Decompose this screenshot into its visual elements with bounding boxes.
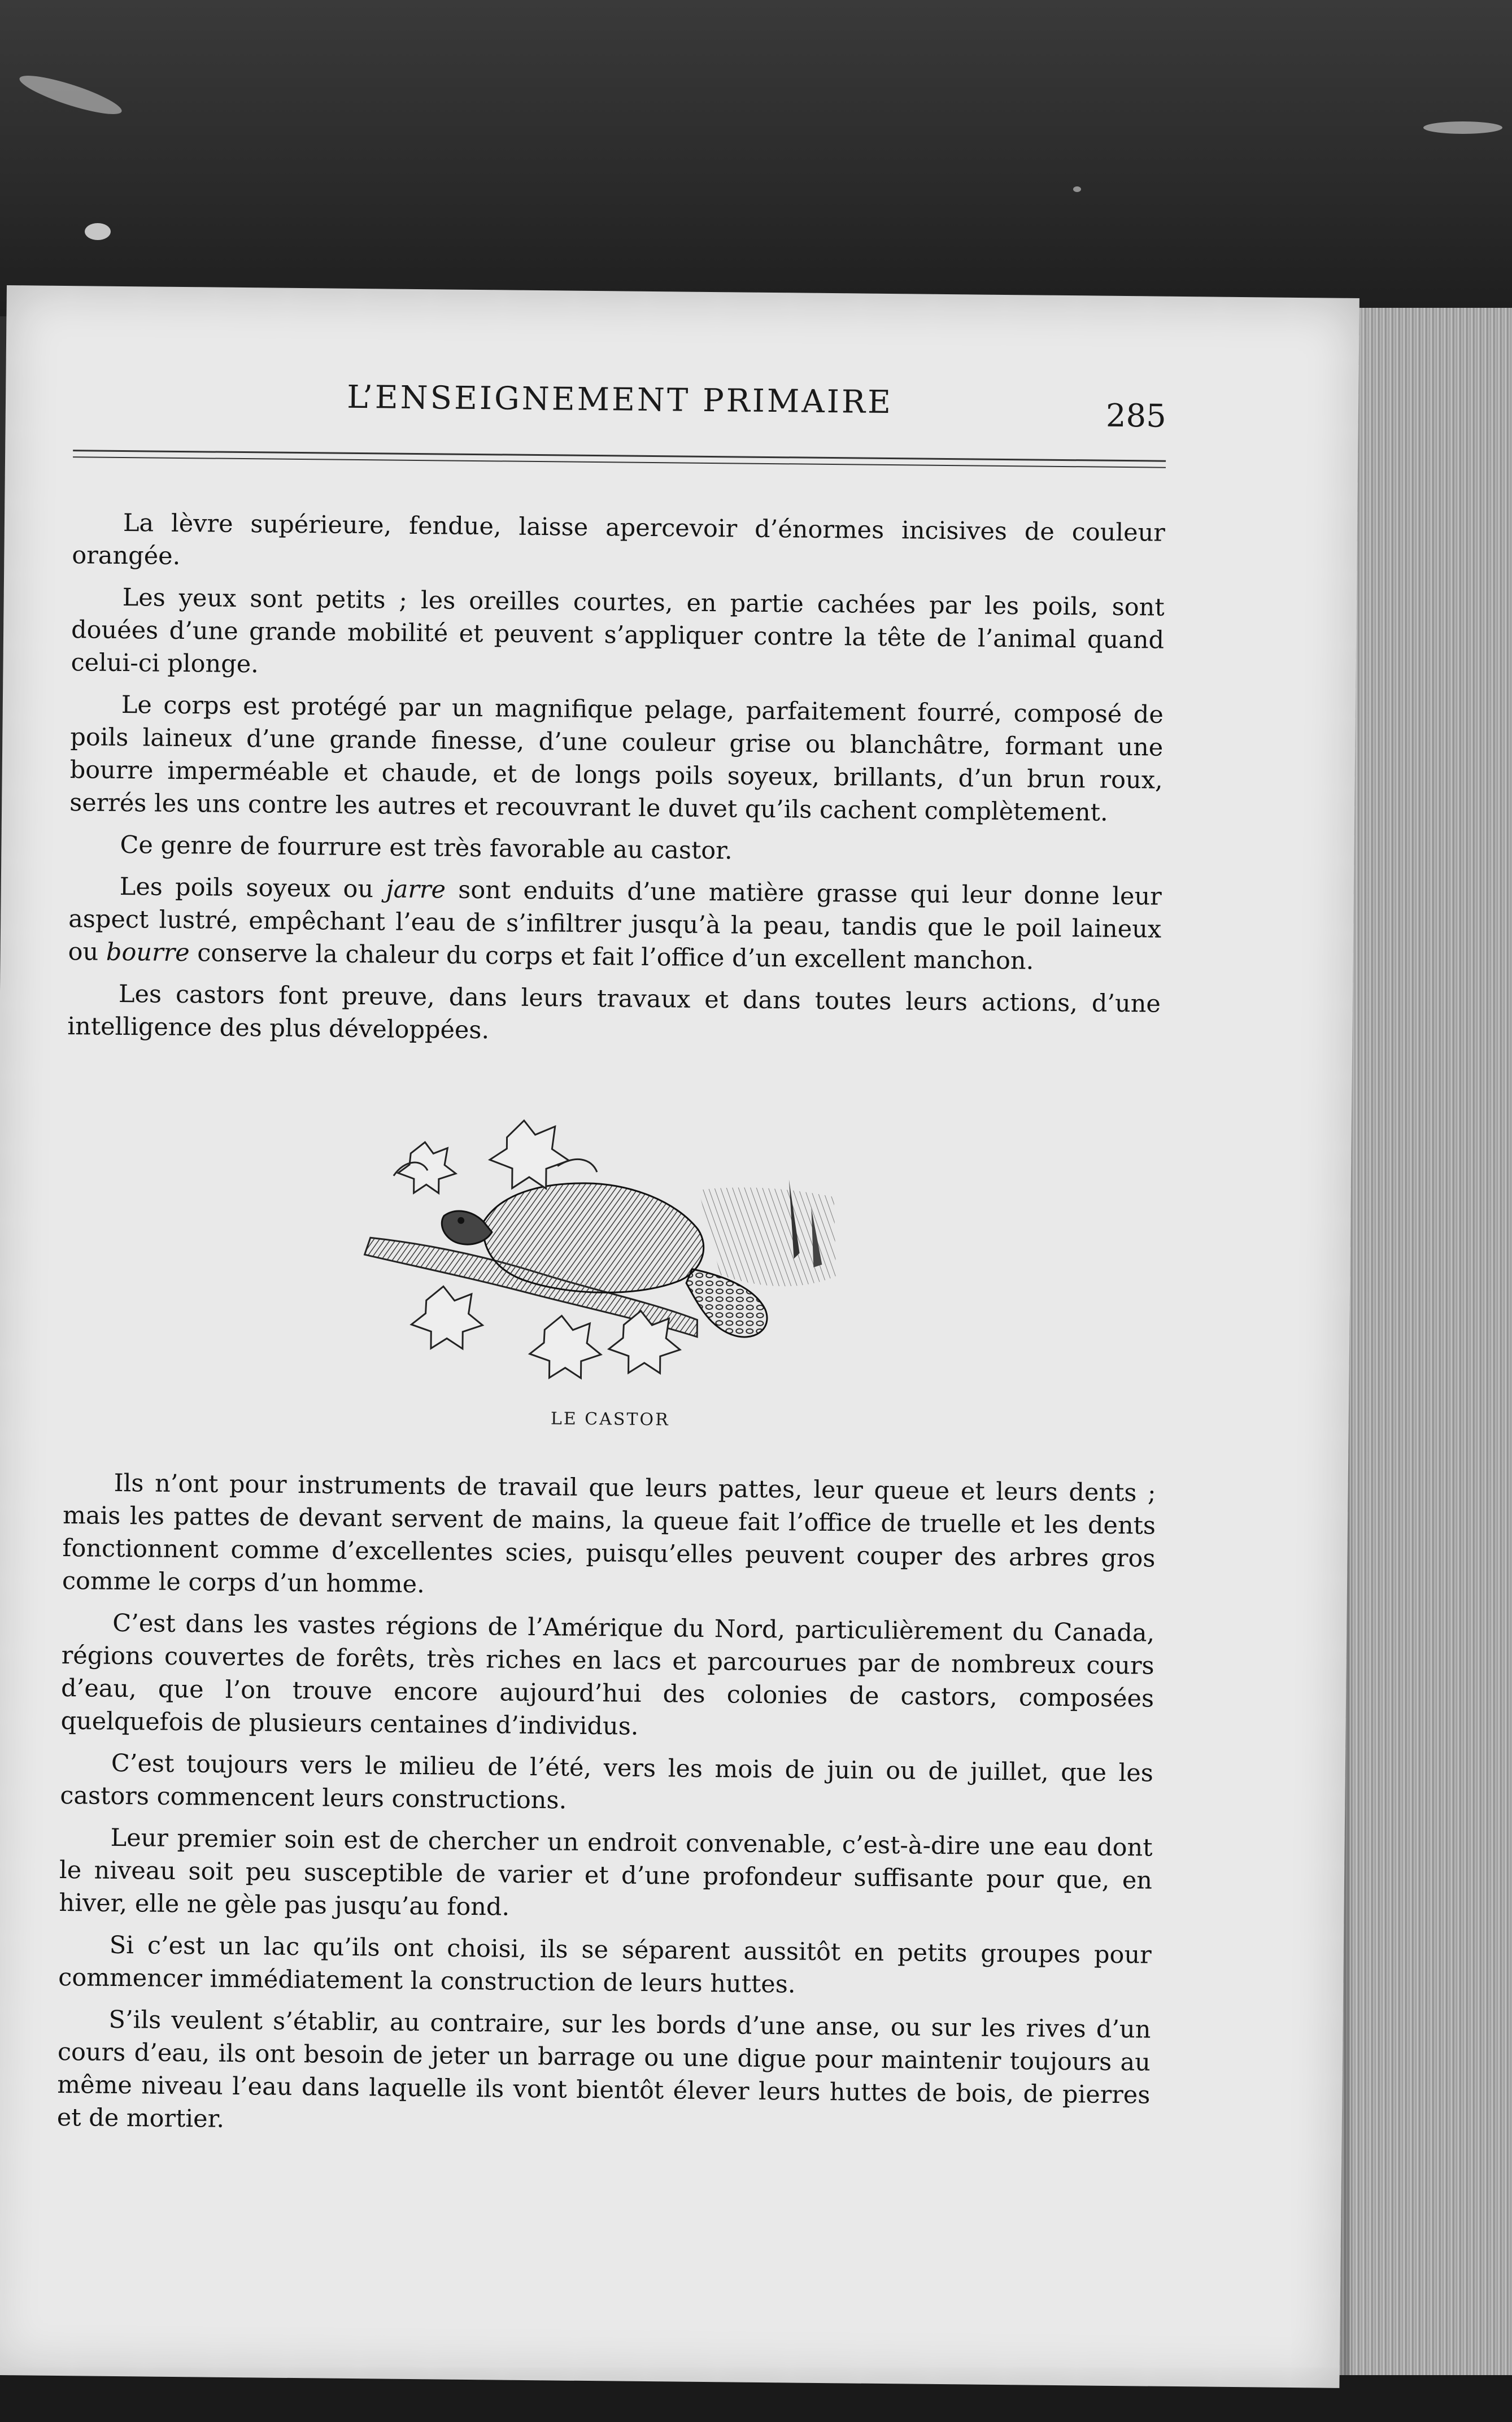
book-page-edges bbox=[1333, 308, 1512, 2375]
scan-artifact bbox=[85, 223, 111, 240]
paragraph-text: conserve la chaleur du corps et fait l’office d’un excellent manchon. bbox=[189, 939, 1034, 975]
paragraph-text: sont enduits d’une matière grasse qui leur donne leur aspect lustré, empêchant l’eau de s’infiltrer jusqu’à la peau, tandis que le poil laineux ou bbox=[68, 875, 1162, 966]
scan-artifact bbox=[1423, 121, 1502, 134]
paragraph bbox=[68, 870, 1162, 979]
paragraph: Ce genre de fourrure est très favorable au castor. bbox=[120, 830, 733, 865]
beaver-illustration bbox=[358, 1102, 846, 1400]
paragraph: Les castors font preuve, dans leurs travaux et dans toutes leurs actions, d’une intelligence des plus développées. bbox=[67, 979, 1161, 1045]
body-text-top bbox=[67, 506, 1165, 1062]
scanner-backdrop bbox=[0, 0, 1512, 316]
paragraph: Le corps est protégé par un magnifique pelage, parfaitement fourré, composé de poils laineux d’une grande finesse, d’une couleur grise ou blanchâtre, formant une bourre imperméable et chaude, et de longs poils soyeux, brillants, d’un brun roux, serrés les uns contre les autres et recouvrant le duvet qu’ils cachent complètement. bbox=[69, 690, 1164, 827]
paragraph: Ils n’ont pour instruments de travail que leurs pattes, leur queue et leurs dents ; mais les pattes de devant servent de mains, la queue fait l’office de truelle et les dents fonctionnent comme d’excellentes scies, puisqu’elles peuvent couper des arbres gros comme le corps d’un homme. bbox=[62, 1469, 1156, 1599]
header-rule bbox=[73, 450, 1166, 462]
page-header bbox=[73, 371, 1167, 435]
running-title: L’ENSEIGNEMENT PRIMAIRE bbox=[346, 378, 894, 421]
figure-caption: LE CASTOR bbox=[550, 1409, 670, 1430]
page-number: 285 bbox=[1105, 397, 1167, 435]
paragraph: S’ils veulent s’établir, au contraire, sur les bords d’une anse, ou sur les rives d’un cours d’eau, ils ont besoin de jeter un barrage ou une digue pour maintenir toujours au même niveau l’eau dans laquelle ils vont bientôt élever leurs huttes de bois, de pierres et de mortier. bbox=[56, 2005, 1151, 2133]
paragraph: La lèvre supérieure, fendue, laisse apercevoir d’énormes incisives de couleur orangée. bbox=[72, 508, 1166, 570]
scan-artifact bbox=[1073, 186, 1081, 192]
paragraph: Les yeux sont petits ; les oreilles courtes, en partie cachées par les poils, sont douées d’une grande mobilité et peuvent s’appliquer contre la tête de l’animal quand celui-ci plonge. bbox=[71, 583, 1165, 679]
paragraph: Leur premier soin est de chercher un endroit convenable, c’est-à-dire une eau dont le niveau soit peu susceptible de varier et d’une profondeur suffisante pour que, en hiver, elle ne gèle pas jusqu’au fond. bbox=[59, 1823, 1153, 1922]
italic-term: bourre bbox=[106, 938, 190, 968]
paragraph: Si c’est un lac qu’ils ont choisi, ils se séparent aussitôt en petits groupes pour commencer immédiatement la construction de leurs huttes. bbox=[58, 1931, 1152, 1999]
paragraph: C’est toujours vers le milieu de l’été, vers les mois de juin ou de juillet, que les castors commencent leurs constructions. bbox=[60, 1749, 1154, 1815]
book-page bbox=[0, 285, 1360, 2388]
paragraph-text: Les poils soyeux ou bbox=[119, 872, 386, 904]
italic-term: jarre bbox=[386, 875, 446, 904]
body-text-bottom bbox=[56, 1466, 1156, 2154]
paragraph: C’est dans les vastes régions de l’Amérique du Nord, particulièrement du Canada, régions couvertes de forêts, très riches en lacs et parcourues par de nombreux cours d’eau, que l’on trouve encore aujourd’hui des colonies de castors, composées quelquefois de plusieurs centaines d’individus. bbox=[60, 1609, 1155, 1741]
